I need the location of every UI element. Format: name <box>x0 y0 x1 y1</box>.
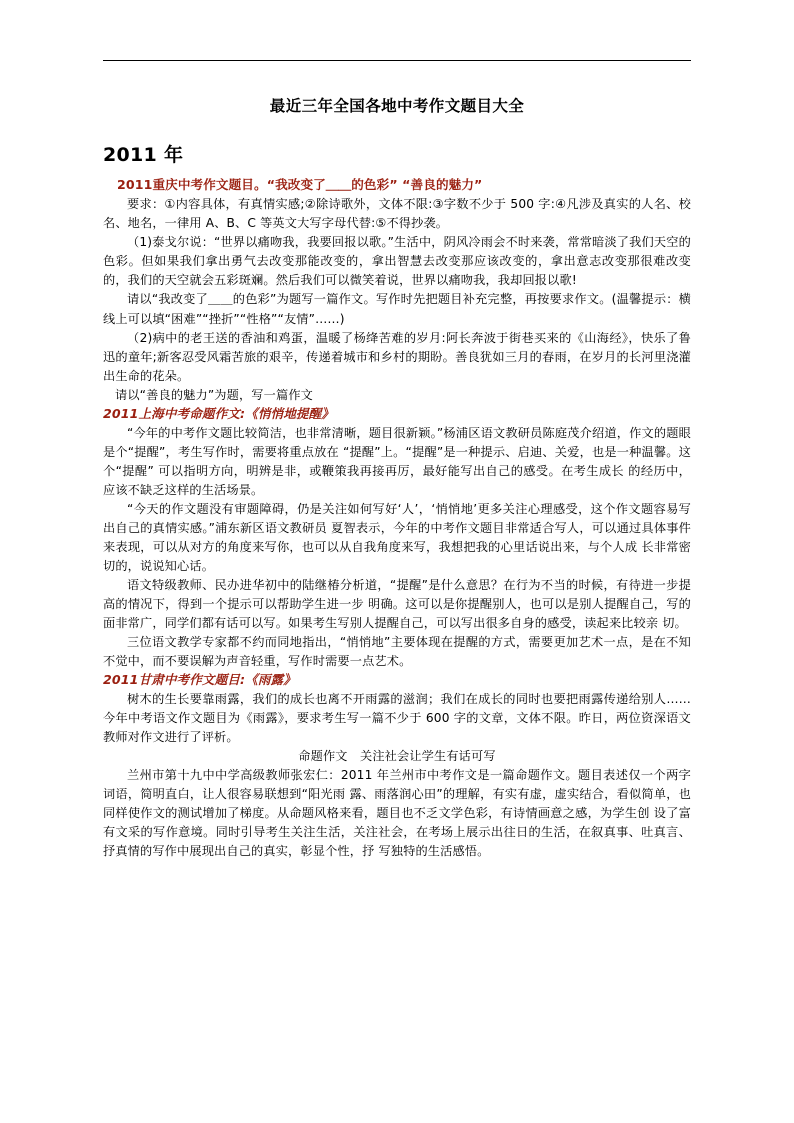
paragraph-shanghai-conclusion: 三位语文教学专家都不约而同地指出，“悄悄地”主要体现在提醒的方式，需要更加艺术一点，是在不知不觉中，而不要误解为声音轻重，写作时需要一点艺术。 <box>103 634 691 668</box>
subheading-gansu-centered: 命题作文 关注社会让学生有话可写 <box>298 748 496 763</box>
section-heading-shanghai: 2011上海中考命题作文:《悄悄地提醒》 <box>103 405 334 421</box>
section-heading-gansu: 2011甘肃中考作文题目:《雨露》 <box>103 671 296 687</box>
year-heading-2011: 2011 年 <box>103 143 184 166</box>
document-content <box>103 96 691 861</box>
paragraph-chongqing-requirements: 要求：①内容具体，有真情实感;②除诗歌外，文体不限:③字数不少于 500 字:④凡涉及真实的人名、校名、地名，一律用 A、B、C 等英文大写字母代替:⑤不得抄袭。 <box>103 197 691 231</box>
paragraph-gansu-intro: 树木的生长要靠雨露，我们的成长也离不开雨露的滋润；我们在成长的同时也要把雨露传递给别人……今年中考语文作文题目为《雨露》，要求考生写一篇不少于 600 字的文章，文体不限。昨日，两位资深语文教师对作文进行了评析。 <box>103 691 691 744</box>
paragraph-shanghai-comment-3: 语文特级教师、民办进华初中的陆继椿分析道，“提醒”是什么意思？在行为不当的时候，有待进一步提高的情况下，得到一个提示可以帮助学生进一步 明确。这可以是你提醒别人，也可以是别人提醒自己，写的面非常广，同学们都有话可以写。如果考生写别人提醒自己，可以写出很多自身的感受，读起来比较亲 切。 <box>103 577 691 630</box>
header-divider-rule <box>103 60 691 61</box>
paragraph-chongqing-prompt-2: （2)病中的老王送的香油和鸡蛋，温暖了杨绛苦难的岁月:阿长奔波于街巷买来的《山海经》，快乐了鲁迅的童年;新客忍受风霜苦旅的艰辛，传递着城市和乡村的期盼。善良犹如三月的春雨，在岁月的长河里浇灌出生命的花朵。 <box>103 330 691 383</box>
paragraph-shanghai-comment-2: “今天的作文题没有审题障碍，仍是关注如何写好‘人’，‘悄悄地’更多关注心理感受，这个作文题容易写出自己的真情实感。”浦东新区语文教研员 夏智表示，今年的中考作文题目非常适合写人，可以通过具体事件来表现，可以从对方的角度来写你，也可以从自我角度来写，我想把我的心里话说出来，与个人成 长非常密切的，说说知心话。 <box>103 501 691 573</box>
paragraph-shanghai-comment-1: “今年的中考作文题比较简洁，也非常清晰，题目很新颖。”杨浦区语文教研员陈庭茂介绍道，作文的题眼是个“提醒”，考生写作时，需要将重点放在 “提醒”上。“提醒”是一种提示、启迪、关爱，也是一种温馨。这个“提醒” 可以指明方向，明辨是非，或鞭策我再接再厉，最好能写出自己的感受。在考生成长 的经历中，应该不缺乏这样的生活场景。 <box>103 425 691 497</box>
page-title: 最近三年全国各地中考作文题目大全 <box>269 97 525 115</box>
section-heading-chongqing: 2011重庆中考作文题目。“我改变了＿＿的色彩” “善良的魅力” <box>117 177 483 193</box>
paragraph-chongqing-instruction-1: 请以“我改变了＿＿的色彩”为题写一篇作文。写作时先把题目补充完整，再按要求作文。(温馨提示：横线上可以填“困难”“挫折”“性格”“友情”……) <box>103 292 691 326</box>
paragraph-chongqing-instruction-2: 请以“善良的魅力”为题，写一篇作文 <box>115 387 313 402</box>
paragraph-chongqing-prompt-1: （1)泰戈尔说：“世界以痛吻我，我要回报以歌。”生活中，阴风冷雨会不时来袭，常常暗淡了我们天空的色彩。但如果我们拿出勇气去改变那能改变的，拿出智慧去改变那应该改变的，拿出意志改变那很难改变的，我们的天空就会五彩斑斓。然后我们可以微笑着说，世界以痛吻我，我却回报以歌! <box>103 235 691 288</box>
paragraph-gansu-analysis: 兰州市第十九中中学高级教师张宏仁：2011 年兰州市中考作文是一篇命题作文。题目表述仅一个两字词语，简明直白，让人很容易联想到“阳光雨 露、雨落润心田”的理解，有实有虚，虚实结合，看似简单，也同样使作文的测试增加了梯度。从命题风格来看，题目也不乏文学色彩，有诗情画意之感，为学生创 设了富有文采的写作意境。同时引导考生关注生活，关注社会，在考场上展示出往日的生活，在叙真事、吐真言、抒真情的写作中展现出自己的真实，彰显个性，抒 写独特的生活感悟。 <box>103 767 691 859</box>
